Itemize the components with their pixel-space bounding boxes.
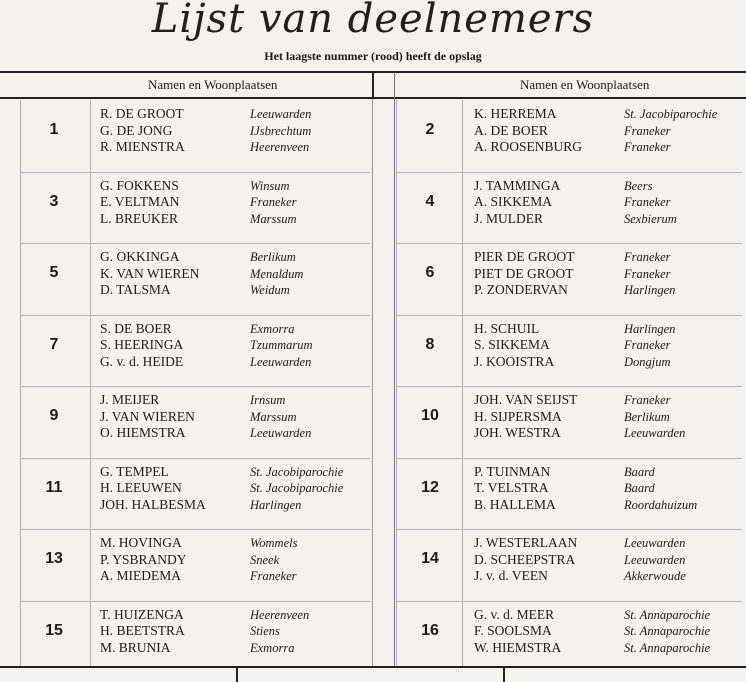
bottom-rule (0, 666, 746, 668)
player-town: Harlingen (250, 497, 302, 512)
player-name: M. HOVINGA (100, 535, 182, 550)
player-town: Tzummarum (250, 338, 313, 352)
row-separator (20, 458, 370, 459)
row-separator (396, 172, 742, 173)
player-town: Sexbierum (624, 211, 677, 226)
team-number: 8 (425, 335, 435, 353)
player-name: L. BREUKER (100, 210, 179, 226)
player-name: G. TEMPEL (100, 463, 169, 479)
player-town: Leeuwarden (624, 536, 686, 550)
team-number: 7 (49, 335, 59, 353)
player-town: Franeker (624, 338, 671, 352)
header-rule (0, 97, 746, 99)
team-number: 3 (49, 192, 59, 210)
row-separator (396, 386, 742, 387)
player-town: St. Annaparochie (624, 640, 711, 655)
player-name: H. BEETSTRA (100, 623, 185, 638)
row-separator (20, 315, 370, 316)
player-town: Berlikum (250, 250, 296, 264)
player-name: S. HEERINGA (100, 337, 184, 352)
player-town: Wommels (250, 536, 298, 550)
player-name: PIER DE GROOT (474, 249, 575, 264)
player-town: Franeker (624, 393, 671, 407)
left-column-header: Namen en Woonplaatsen (148, 77, 278, 92)
player-name: K. VAN WIEREN (100, 265, 200, 281)
player-name: T. VELSTRA (474, 480, 549, 495)
cell-divider (20, 100, 21, 666)
player-town: St. Jacobiparochie (624, 107, 718, 121)
player-name: G. DE JONG (100, 122, 173, 138)
player-name: J. WESTERLAAN (474, 535, 578, 550)
player-town: Franeker (624, 140, 671, 154)
player-town: Franeker (250, 569, 297, 583)
player-name: W. HIEMSTRA (474, 639, 562, 655)
player-name: J. VAN WIEREN (100, 408, 195, 424)
player-name: JOH. HALBESMA (100, 496, 206, 512)
team-number: 13 (45, 550, 63, 567)
player-town: Marssum (250, 409, 297, 424)
row-separator (20, 386, 370, 387)
player-name: B. HALLEMA (474, 496, 556, 512)
player-name: H. LEEUWEN (100, 480, 182, 495)
player-name: T. HUIZENGA (100, 606, 184, 622)
player-name: D. SCHEEPSTRA (474, 551, 576, 567)
player-town: Weidum (250, 283, 290, 297)
row-separator (396, 601, 742, 602)
player-name: P. ZONDERVAN (474, 282, 568, 297)
player-name: G. OKKINGA (100, 249, 180, 264)
player-town: Franeker (624, 123, 671, 138)
column-divider-right (394, 73, 395, 666)
player-name: A. DE BOER (474, 122, 548, 138)
player-town: St. Jacobiparochie (250, 481, 344, 495)
player-name: A. SIKKEMA (474, 194, 553, 209)
team-number: 10 (421, 407, 439, 424)
team-number: 9 (49, 407, 59, 424)
player-town: Leeuwarden (624, 552, 686, 567)
player-town: Franeker (250, 195, 297, 209)
player-name: F. SOOLSMA (474, 623, 552, 638)
player-town: Leeuwarden (624, 426, 686, 440)
player-name: K. HERREMA (474, 106, 557, 121)
player-name: JOH. VAN SEIJST (474, 392, 578, 407)
row-separator (396, 458, 742, 459)
cell-divider (396, 100, 397, 666)
player-name: A. MIEDEMA (100, 568, 181, 583)
player-town: Franeker (624, 250, 671, 264)
player-name: J. MEIJER (100, 392, 160, 407)
player-name: O. HIEMSTRA (100, 425, 186, 440)
player-town: St. Annaparochie (624, 624, 711, 638)
row-separator (20, 172, 370, 173)
column-divider-lower (372, 99, 373, 666)
player-name: E. VELTMAN (100, 194, 180, 209)
cell-divider (462, 100, 463, 666)
player-name: G. v. d. HEIDE (100, 353, 184, 369)
player-town: Leeuwarden (250, 426, 312, 440)
row-separator (396, 529, 742, 530)
player-name: H. SCHUIL (474, 320, 540, 336)
player-town: St. Annaparochie (624, 607, 711, 622)
row-separator (396, 315, 742, 316)
player-town: Franeker (624, 195, 671, 209)
cell-divider (90, 100, 91, 666)
footer-divider (236, 668, 238, 682)
player-name: G. v. d. MEER (474, 606, 555, 622)
player-town: Leeuwarden (250, 354, 312, 369)
player-town: Irnsum (250, 393, 286, 407)
player-town: St. Jacobiparochie (250, 464, 344, 479)
player-name: J. v. d. VEEN (474, 568, 548, 583)
player-name: D. TALSMA (100, 282, 171, 297)
player-name: G. FOKKENS (100, 177, 179, 193)
player-town: IJsbrechtum (250, 123, 312, 138)
team-number: 5 (49, 264, 59, 281)
team-number: 2 (425, 121, 435, 138)
player-name: P. TUINMAN (474, 463, 551, 479)
team-number: 11 (45, 478, 63, 496)
player-town: Stiens (250, 624, 280, 638)
team-number: 14 (421, 550, 439, 567)
right-column-header: Namen en Woonplaatsen (520, 77, 650, 92)
player-town: Berlikum (624, 409, 670, 424)
player-name: R. MIENSTRA (100, 139, 185, 154)
player-town: Sneek (250, 552, 280, 567)
player-town: Exmorra (250, 640, 295, 655)
row-separator (20, 529, 370, 530)
player-town: Winsum (250, 178, 290, 193)
player-town: Menaldum (250, 266, 304, 281)
player-name: P. YSBRANDY (100, 551, 187, 567)
player-name: M. BRUNIA (100, 639, 171, 655)
player-name: J. MULDER (474, 210, 544, 226)
page-title: Lijst van deelnemers (151, 0, 595, 42)
player-name: A. ROOSENBURG (474, 139, 583, 154)
player-town: Heerenveen (250, 140, 310, 154)
player-town: Baard (624, 464, 655, 479)
column-divider (372, 73, 374, 97)
row-separator (20, 243, 370, 244)
player-name: JOH. WESTRA (474, 425, 561, 440)
player-name: PIET DE GROOT (474, 265, 574, 281)
player-name: S. DE BOER (100, 320, 172, 336)
row-separator (20, 601, 370, 602)
player-town: Harlingen (624, 321, 676, 336)
player-name: R. DE GROOT (100, 106, 184, 121)
player-town: Roordahuizum (624, 497, 698, 512)
player-town: Marssum (250, 211, 297, 226)
player-town: Exmorra (250, 321, 295, 336)
footer-divider-2 (503, 668, 505, 682)
player-town: Akkerwoude (624, 569, 686, 583)
player-town: Beers (624, 178, 653, 193)
player-name: J. KOOISTRA (474, 353, 555, 369)
player-name: J. TAMMINGA (474, 177, 561, 193)
player-town: Leeuwarden (250, 107, 312, 121)
team-number: 12 (421, 478, 439, 496)
team-number: 15 (45, 621, 63, 639)
team-number: 16 (421, 621, 439, 639)
player-town: Baard (624, 481, 655, 495)
player-name: S. SIKKEMA (474, 337, 550, 352)
page-subtitle: Het laagste nummer (rood) heeft de opslag (264, 49, 482, 63)
player-town: Dongjum (624, 354, 671, 369)
team-number: 4 (425, 192, 435, 210)
player-name: H. SIJPERSMA (474, 408, 562, 424)
player-town: Franeker (624, 266, 671, 281)
player-town: Heerenveen (250, 607, 310, 622)
row-separator (396, 243, 742, 244)
team-number: 1 (49, 121, 59, 138)
team-number: 6 (425, 264, 435, 281)
player-town: Harlingen (624, 283, 676, 297)
